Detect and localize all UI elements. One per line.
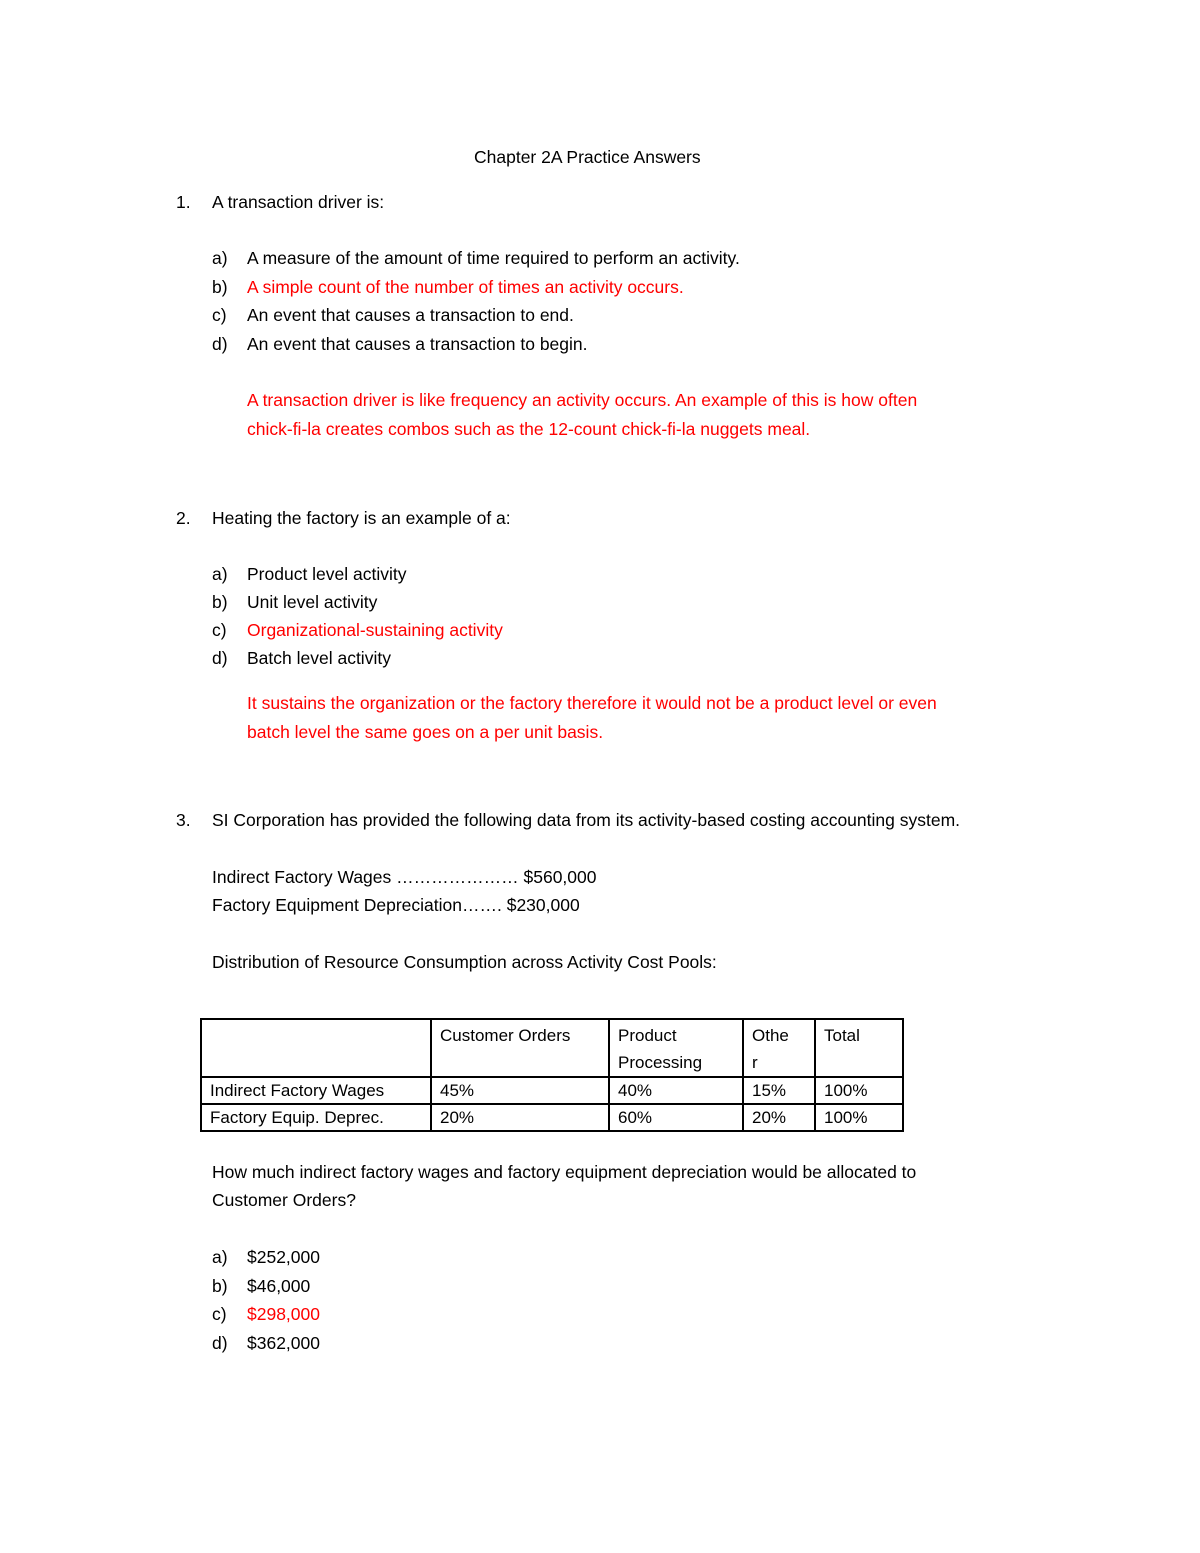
table-cell: 45%: [431, 1077, 609, 1104]
q2-option-b-letter: b): [212, 592, 228, 612]
table-cell-label: Indirect Factory Wages: [201, 1077, 431, 1104]
q2-option-a-text: Product level activity: [247, 564, 407, 584]
allocation-table: [200, 1018, 904, 1132]
table-cell: 100%: [815, 1104, 903, 1131]
q1-option-a-text: A measure of the amount of time required to perform an activity.: [247, 248, 740, 268]
page-title: Chapter 2A Practice Answers: [474, 147, 701, 167]
table-header-customer-orders: Customer Orders: [431, 1019, 609, 1077]
table-header-product-processing-line-2: Processing: [618, 1053, 703, 1072]
q2-explanation-line-2: batch level the same goes on a per unit basis.: [247, 722, 604, 742]
table-header-other: [743, 1019, 815, 1077]
q1-option-d-text: An event that causes a transaction to begin.: [247, 334, 588, 354]
question-2-text: Heating the factory is an example of a:: [212, 508, 511, 528]
table-cell: 20%: [431, 1104, 609, 1131]
q3-option-b-letter: b): [212, 1276, 228, 1296]
q1-option-b-letter: b): [212, 277, 228, 297]
q3-option-d-text: $362,000: [247, 1333, 320, 1353]
table-header-other-line-2: r: [752, 1053, 758, 1072]
table-cell: 40%: [609, 1077, 743, 1104]
table-header-row: [201, 1019, 903, 1077]
q3-prompt-line-1: How much indirect factory wages and factory equipment depreciation would be allocated to: [212, 1162, 917, 1182]
q3-option-a-text: $252,000: [247, 1247, 320, 1267]
q2-option-c-text-correct: Organizational-sustaining activity: [247, 620, 503, 640]
table-row: [201, 1077, 903, 1104]
q2-option-d-text: Batch level activity: [247, 648, 391, 668]
question-1-number: 1.: [176, 192, 191, 212]
table-cell: 60%: [609, 1104, 743, 1131]
q1-option-a-letter: a): [212, 248, 228, 268]
q3-option-c-text-correct: $298,000: [247, 1304, 320, 1324]
table-cell: 15%: [743, 1077, 815, 1104]
table-cell: 100%: [815, 1077, 903, 1104]
q3-table-intro: Distribution of Resource Consumption across Activity Cost Pools:: [212, 952, 717, 972]
q1-explanation-line-2: chick-fi-la creates combos such as the 12-count chick-fi-la nuggets meal.: [247, 419, 811, 439]
table-row: [201, 1104, 903, 1131]
table-header-empty: [201, 1019, 431, 1077]
question-3-number: 3.: [176, 810, 191, 830]
table-header-other-line-1: Othe: [752, 1026, 789, 1045]
q2-option-c-letter: c): [212, 620, 227, 640]
q3-option-c-letter: c): [212, 1304, 227, 1324]
q2-option-a-letter: a): [212, 564, 228, 584]
q1-option-d-letter: d): [212, 334, 228, 354]
q3-data-line-depreciation: Factory Equipment Depreciation……. $230,000: [212, 895, 580, 915]
q3-option-b-text: $46,000: [247, 1276, 311, 1296]
question-3-text: SI Corporation has provided the following data from its activity-based costing accounting system.: [212, 810, 961, 830]
table-header-product-processing: [609, 1019, 743, 1077]
question-1-text: A transaction driver is:: [212, 192, 385, 212]
q3-data-line-wages: Indirect Factory Wages ………………… $560,000: [212, 867, 597, 887]
q1-option-b-text-correct: A simple count of the number of times an activity occurs.: [247, 277, 684, 297]
question-2-number: 2.: [176, 508, 191, 528]
q2-option-b-text: Unit level activity: [247, 592, 378, 612]
q3-prompt-line-2: Customer Orders?: [212, 1190, 356, 1210]
q1-option-c-letter: c): [212, 305, 227, 325]
q3-option-d-letter: d): [212, 1333, 228, 1353]
table-cell-label: Factory Equip. Deprec.: [201, 1104, 431, 1131]
q3-option-a-letter: a): [212, 1247, 228, 1267]
table-cell: 20%: [743, 1104, 815, 1131]
q2-explanation-line-1: It sustains the organization or the factory therefore it would not be a product level or even: [247, 693, 937, 713]
table-header-product-processing-line-1: Product: [618, 1026, 677, 1045]
q2-option-d-letter: d): [212, 648, 228, 668]
q1-explanation-line-1: A transaction driver is like frequency an activity occurs. An example of this is how often: [247, 390, 918, 410]
table-header-total: Total: [815, 1019, 903, 1077]
q1-option-c-text: An event that causes a transaction to end.: [247, 305, 574, 325]
